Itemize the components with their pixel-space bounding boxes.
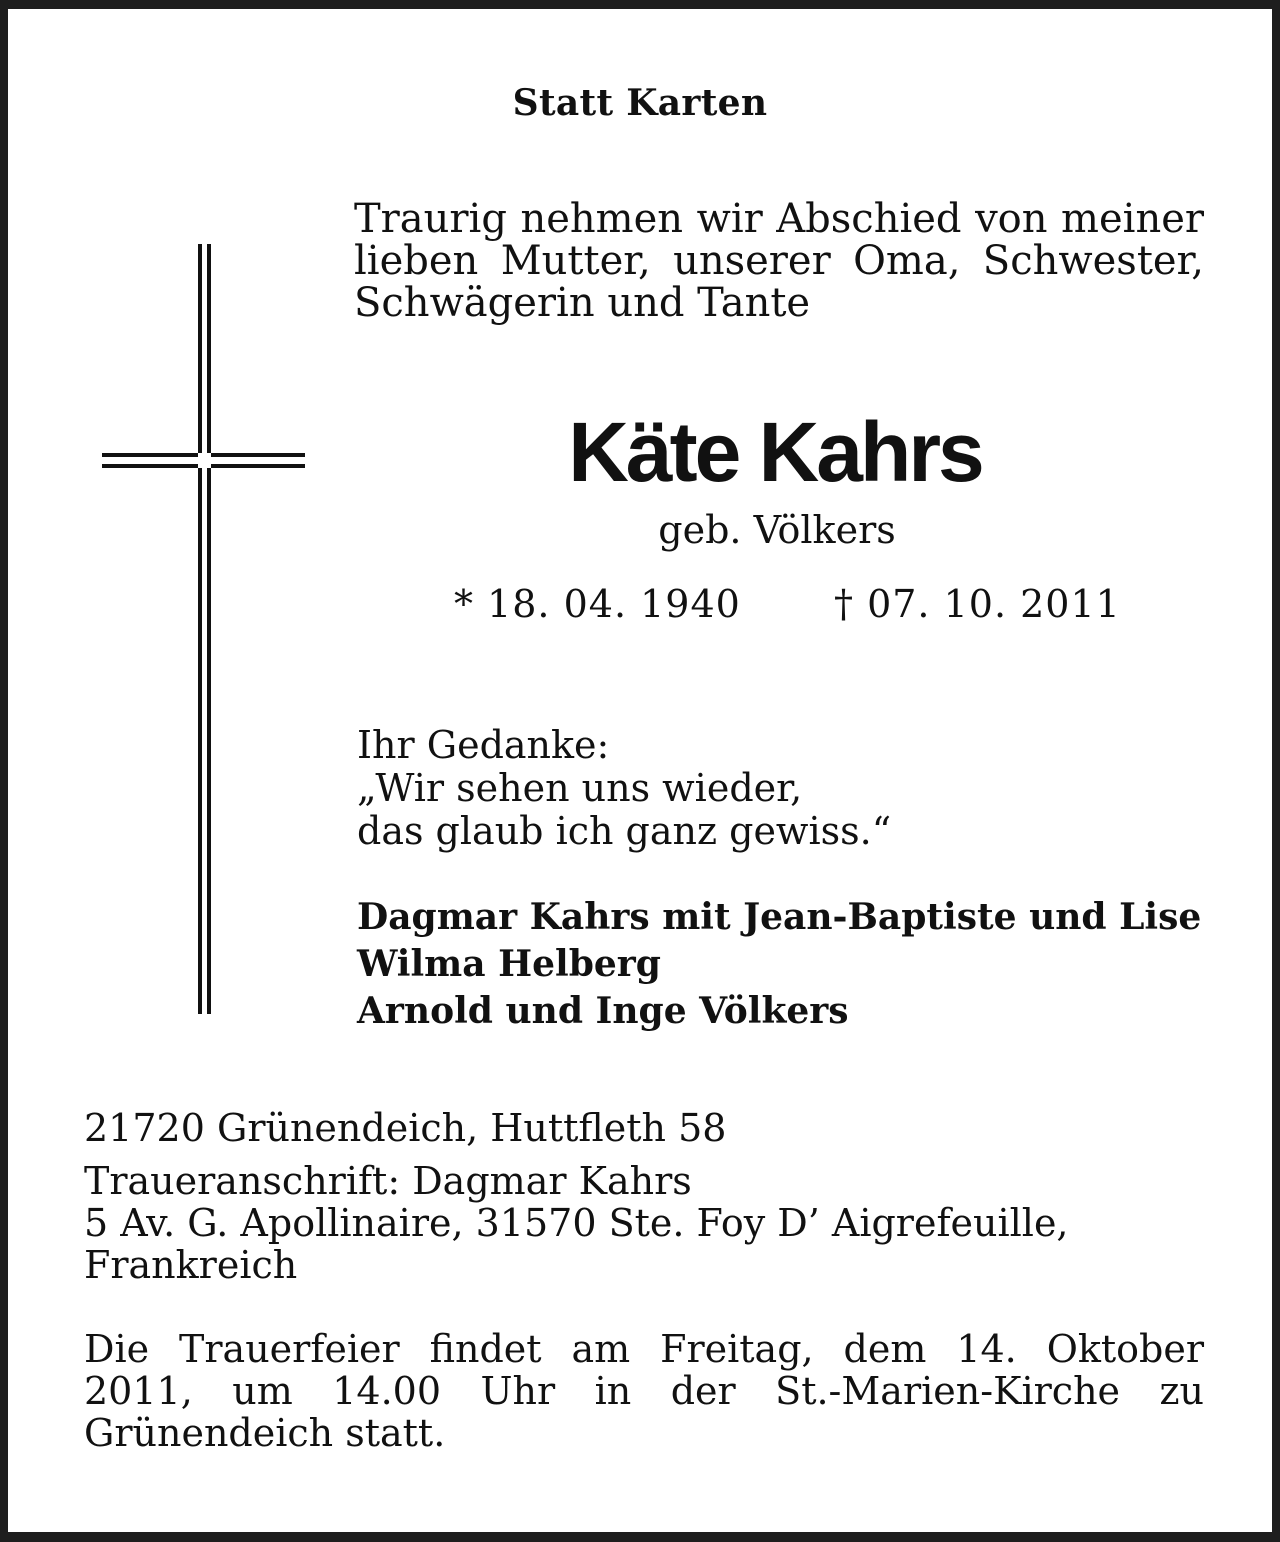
mourner-name: Wilma Helberg [357, 943, 661, 985]
service-line: Grünendeich statt. [84, 1411, 446, 1455]
quote-line: „Wir sehen uns wieder, [357, 766, 803, 810]
mourner-name: Arnold und Inge Völkers [357, 990, 849, 1032]
header-text: Statt Karten [512, 82, 768, 124]
funeral-service-text [84, 1328, 1204, 1454]
family-address: 21720 Grünendeich, Huttfleth 58 [84, 1106, 727, 1150]
death-date: † 07. 10. 2011 [834, 582, 1121, 626]
contact-line: 5 Av. G. Apollinaire, 31570 Ste. Foy D’ Aigrefeuille, [84, 1201, 1069, 1245]
intro-line: Schwägerin und Tante [354, 280, 811, 326]
quote-line: Ihr Gedanke: [357, 723, 610, 767]
intro-line: lieben Mutter, unserer Oma, Schwester, [354, 238, 1204, 284]
mourning-address [84, 1160, 1069, 1286]
cross-icon [102, 244, 305, 1014]
intro-line: Traurig nehmen wir Abschied von meiner [354, 196, 1204, 242]
contact-line: Frankreich [84, 1243, 298, 1287]
mourner-name: Dagmar Kahrs mit Jean-Baptiste und Lise [357, 896, 1202, 938]
birth-name: geb. Völkers [658, 508, 896, 552]
birth-date: * 18. 04. 1940 [454, 582, 741, 626]
service-line: 2011, um 14.00 Uhr in der St.-Marien-Kirche zu [84, 1369, 1204, 1413]
quote-line: das glaub ich ganz gewiss.“ [357, 809, 892, 853]
deceased-name: Käte Kahrs [568, 405, 982, 499]
quote-block [357, 724, 891, 853]
intro-text [354, 198, 1204, 324]
mourners-list [357, 894, 1201, 1035]
contact-line: Traueranschrift: Dagmar Kahrs [84, 1159, 692, 1203]
service-line: Die Trauerfeier findet am Freitag, dem 14. Oktober [84, 1327, 1204, 1371]
